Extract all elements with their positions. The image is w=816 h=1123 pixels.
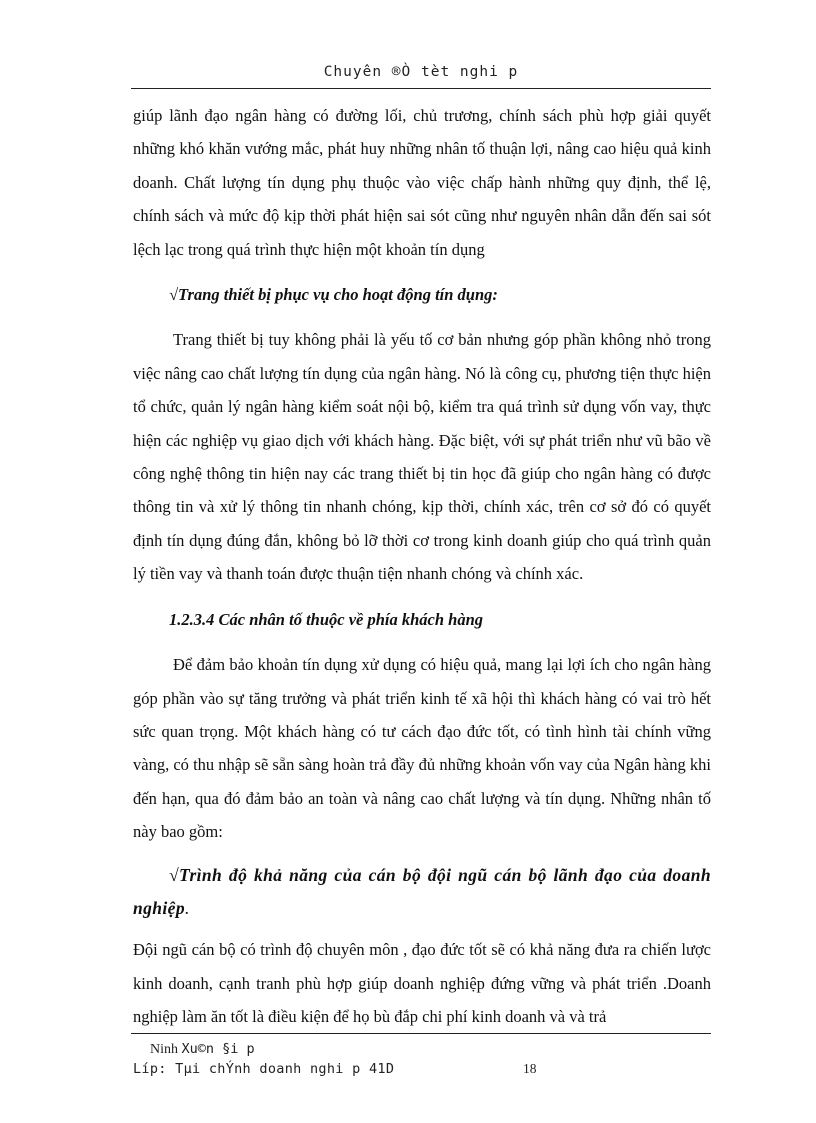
heading-management-period: .: [185, 897, 190, 918]
heading-section-1-2-3-4: 1.2.3.4 Các nhân tố thuộc về phía khách hàng: [169, 609, 484, 629]
paragraph-customer-factors: Để đảm bảo khoản tín dụng xử dụng có hiệu quả, mang lại lợi ích cho ngân hàng góp phần vào sự tăng trưởng và phát triển kinh tế xã hội thì khách hàng có vai trò hết sức quan trọng. Một khách hàng có tư cách đạo đức tốt, có tình hình tài chính vững vàng, có thu nhập sẽ sẵn sàng hoàn trả đầy đủ những khoản vốn vay của Ngân hàng khi đến hạn, qua đó đảm bảo an toàn và nâng cao chất lượng và tín dụng. Những nhân tố này bao gồm:: [133, 655, 711, 842]
heading-management-text: √Trình độ khả năng của cán bộ đội ngũ cán bộ lãnh đạo của doanh nghiệp: [133, 864, 711, 918]
page-number: 18: [523, 1061, 537, 1076]
heading-management-competence: [133, 849, 711, 934]
paragraph-continued: giúp lãnh đạo ngân hàng có đường lối, chủ trương, chính sách phù hợp giải quyết những khó khăn vướng mắc, phát huy những nhân tố thuận lợi, nâng cao hiệu quả kinh doanh. Chất lượng tín dụng phụ thuộc vào việc chấp hành những quy định, thể lệ, chính sách và mức độ kịp thời phát hiện sai sót cũng như nguyên nhân dẫn đến sai sót lệch lạc trong quá trình thực hiện một khoản tín dụng: [133, 106, 711, 259]
footer-author: [150, 1041, 255, 1058]
footer-rule: [131, 1033, 711, 1034]
footer-author-rest: Xu©n §i p: [181, 1041, 255, 1057]
page-body: [133, 99, 711, 1034]
heading-equipment: √Trang thiết bị phục vụ cho hoạt động tín dụng:: [169, 285, 498, 305]
footer-author-first: Ninh: [150, 1042, 178, 1057]
paragraph-equipment: Trang thiết bị tuy không phải là yếu tố cơ bản nhưng góp phần không nhỏ trong việc nâng cao chất lượng tín dụng của ngân hàng. Nó là công cụ, phương tiện thực hiện tổ chức, quản lý ngân hàng kiểm soát nội bộ, kiểm tra quá trình sử dụng vốn vay, thực hiện các nghiệp vụ giao dịch với khách hàng. Đặc biệt, với sự phát triển như vũ bão về công nghệ thông tin hiện nay các trang thiết bị tin học đã giúp cho ngân hàng có được thông tin và xử lý thông tin nhanh chóng, kịp thời, chính xác, trên cơ sở đó có quyết định tín dụng đúng đắn, không bỏ lỡ thời cơ trong kinh doanh giúp cho quá trình quản lý tiền vay và thanh toán được thuận tiện nhanh chóng và chính xác.: [133, 330, 711, 584]
running-header: Chuyên ®Ò tèt nghi p: [323, 64, 519, 80]
header-rule: [131, 88, 711, 89]
paragraph-management-staff: Đội ngũ cán bộ có trình độ chuyên môn , đạo đức tốt sẽ có khả năng đưa ra chiến lược kinh doanh, cạnh tranh phù hợp giúp doanh nghiệp đứng vững và phát triển .Doanh nghiệp làm ăn tốt là điều kiện để họ bù đắp chi phí kinh doanh và và trả: [133, 940, 711, 1027]
footer-class: Líp: Tµi chÝnh doanh nghi p 41D: [133, 1061, 395, 1077]
